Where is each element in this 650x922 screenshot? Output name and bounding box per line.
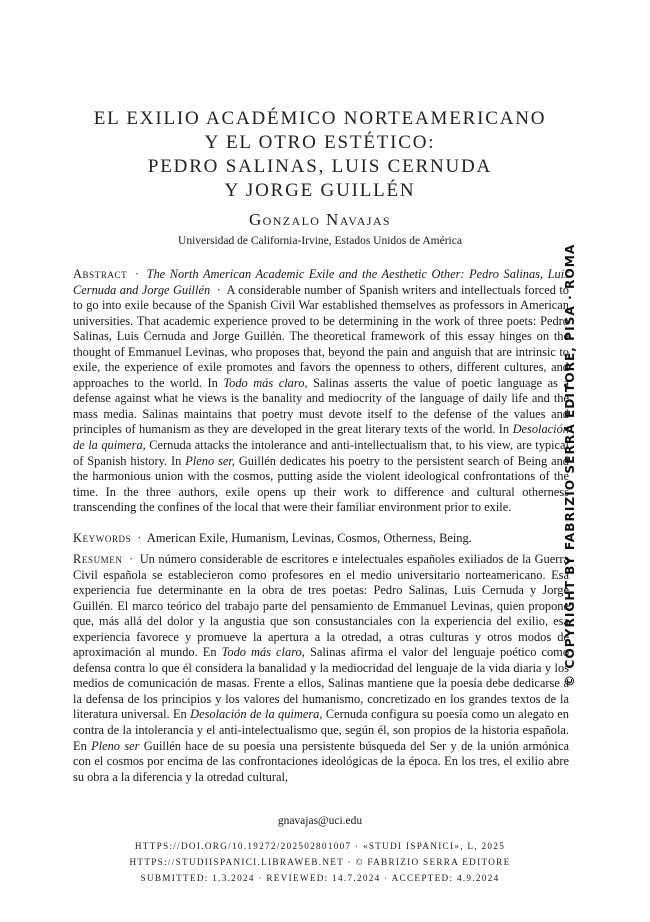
copyright-notice: © COPYRIGHT BY FABRIZIO SERRA EDITORE, PISA · ROMA: [563, 243, 577, 687]
separator: ·: [134, 267, 139, 281]
work-title: Pleno ser: [91, 738, 140, 753]
article-title: [60, 107, 580, 203]
abstract-label: Abstract: [73, 267, 128, 281]
resumen-text: Cernuda configura su poesía como un alegato en contra de la intolerancia y el anti-intelectualismo que, según él, son propios de la historia española. En: [73, 707, 569, 753]
work-title: Desolación de la quimera,: [190, 707, 323, 722]
work-title: Pleno ser,: [185, 453, 235, 468]
keywords-label: Keywords: [73, 531, 132, 545]
abstract: [73, 267, 569, 516]
resumen: [73, 552, 569, 785]
title-line-4: Y JORGE GUILLÉN: [224, 180, 416, 201]
separator: ·: [137, 531, 142, 545]
author-affiliation: Universidad de California-Irvine, Estados Unidos de América: [178, 235, 462, 247]
title-line-3: PEDRO SALINAS, LUIS CERNUDA: [147, 156, 493, 177]
author-name: Gonzalo Navajas: [248, 210, 392, 229]
author-email[interactable]: gnavajas@uci.edu: [277, 815, 363, 827]
separator: ·: [216, 282, 221, 297]
abstract-text: Guillén dedicates his poetry to the persistent search of Being and the harmonious union with the cosmos, putting aside the violent ideological confrontations of the time. In the three authors, exile opens up their work to difference and cultural otherness transcending the confines of the local that were their familiar environment prior to exile.: [73, 453, 569, 515]
title-line-2: Y EL OTRO ESTÉTICO:: [204, 132, 436, 153]
abstract-text: Cernuda attacks the intolerance and anti-intellectualism that, to his view, are typical of Spanish history. In: [73, 438, 569, 468]
separator: ·: [129, 552, 134, 566]
work-title: Desolación de la quimera,: [73, 422, 569, 453]
abstract-text: Salinas asserts the value of poetic language as a defense against what he views is the banality and mediocrity of the language of daily life and the mass media. Salinas maintains that poetry must devote itself to the defense of the values and principles of humanism as they are developed in the great literary texts of the world. In: [73, 375, 569, 437]
title-line-1: EL EXILIO ACADÉMICO NORTEAMERICANO: [93, 108, 547, 129]
keywords: [73, 531, 569, 547]
resumen-label: Resumen: [73, 552, 123, 566]
abstract-english-title: The North American Academic Exile and the Aesthetic Other: Pedro Salinas, Luis Cernuda and Jorge Guillén: [73, 267, 569, 297]
work-title: Todo más claro,: [221, 645, 305, 660]
abstract-text: A considerable number of Spanish writers and intellectuals forced to to go into exile because of the Spanish Civil War established themselves as professors in American universities. That academic experience proved to be determining in the work of three poets: Pedro Salinas, Luis Cernuda and Jorge Guillén. The theoretical framework of this essay hinges on the thought of Emmanuel Levinas, who proposes that, beyond the pain and anguish that are intrinsic to exile, the experience of exile promotes and favors the openness to others, different cultures, and approaches to the world. In: [73, 282, 569, 390]
resumen-text: Un número considerable de escritores e intelectuales españoles exiliados de la Guerra Civil española se establecieron como profesores en el medio universitario norteamericano. Esa experiencia fue determinante en la obra de tres poetas: Pedro Salinas, Luis Cernuda y Jorge Guillén. El marco teórico del trabajo parte del pensamiento de Emmanuel Levinas, quien propone que, más allá del dolor y la angustia que son consustanciales con la experiencia del exilio, esa experiencia favorece y promueve la apertura a la otredad, a otras culturas y otros modos de aproximación al mundo. En: [73, 552, 569, 660]
resumen-text: Salinas afirma el valor del lenguaje poético como defensa contra lo que él considera la banalidad y la mediocridad del lenguaje de la vida diaria y los medios de comunicación de masas. Frente a ellos, Salinas mantiene que la poesía debe dedicarse a la defensa de los principios y los valores del humanismo, concretizado en los grandes textos de la literatura universal. En: [73, 645, 570, 722]
work-title: Todo más claro,: [223, 375, 308, 390]
footer-doi-line: HTTPS://DOI.ORG/10.19272/202502801007 · «STUDI ISPANICI», L, 2025: [134, 841, 506, 851]
footer-dates-line: SUBMITTED: 1.3.2024 · REVIEWED: 14.7.2024 · ACCEPTED: 4.9.2024: [140, 873, 500, 883]
resumen-text: Guillén hace de su poesía una persistente búsqueda del Ser y de la unión armónica con el cosmos por encima de las confrontaciones ideológicas de la época. En los tres, el exilio abre su obra a la diferencia y la otredad cultural,: [73, 738, 569, 784]
keywords-text: American Exile, Humanism, Levinas, Cosmos, Otherness, Being.: [146, 531, 472, 545]
footer-website-line: HTTPS://STUDIISPANICI.LIBRAWEB.NET · © FABRIZIO SERRA EDITORE: [129, 857, 511, 867]
